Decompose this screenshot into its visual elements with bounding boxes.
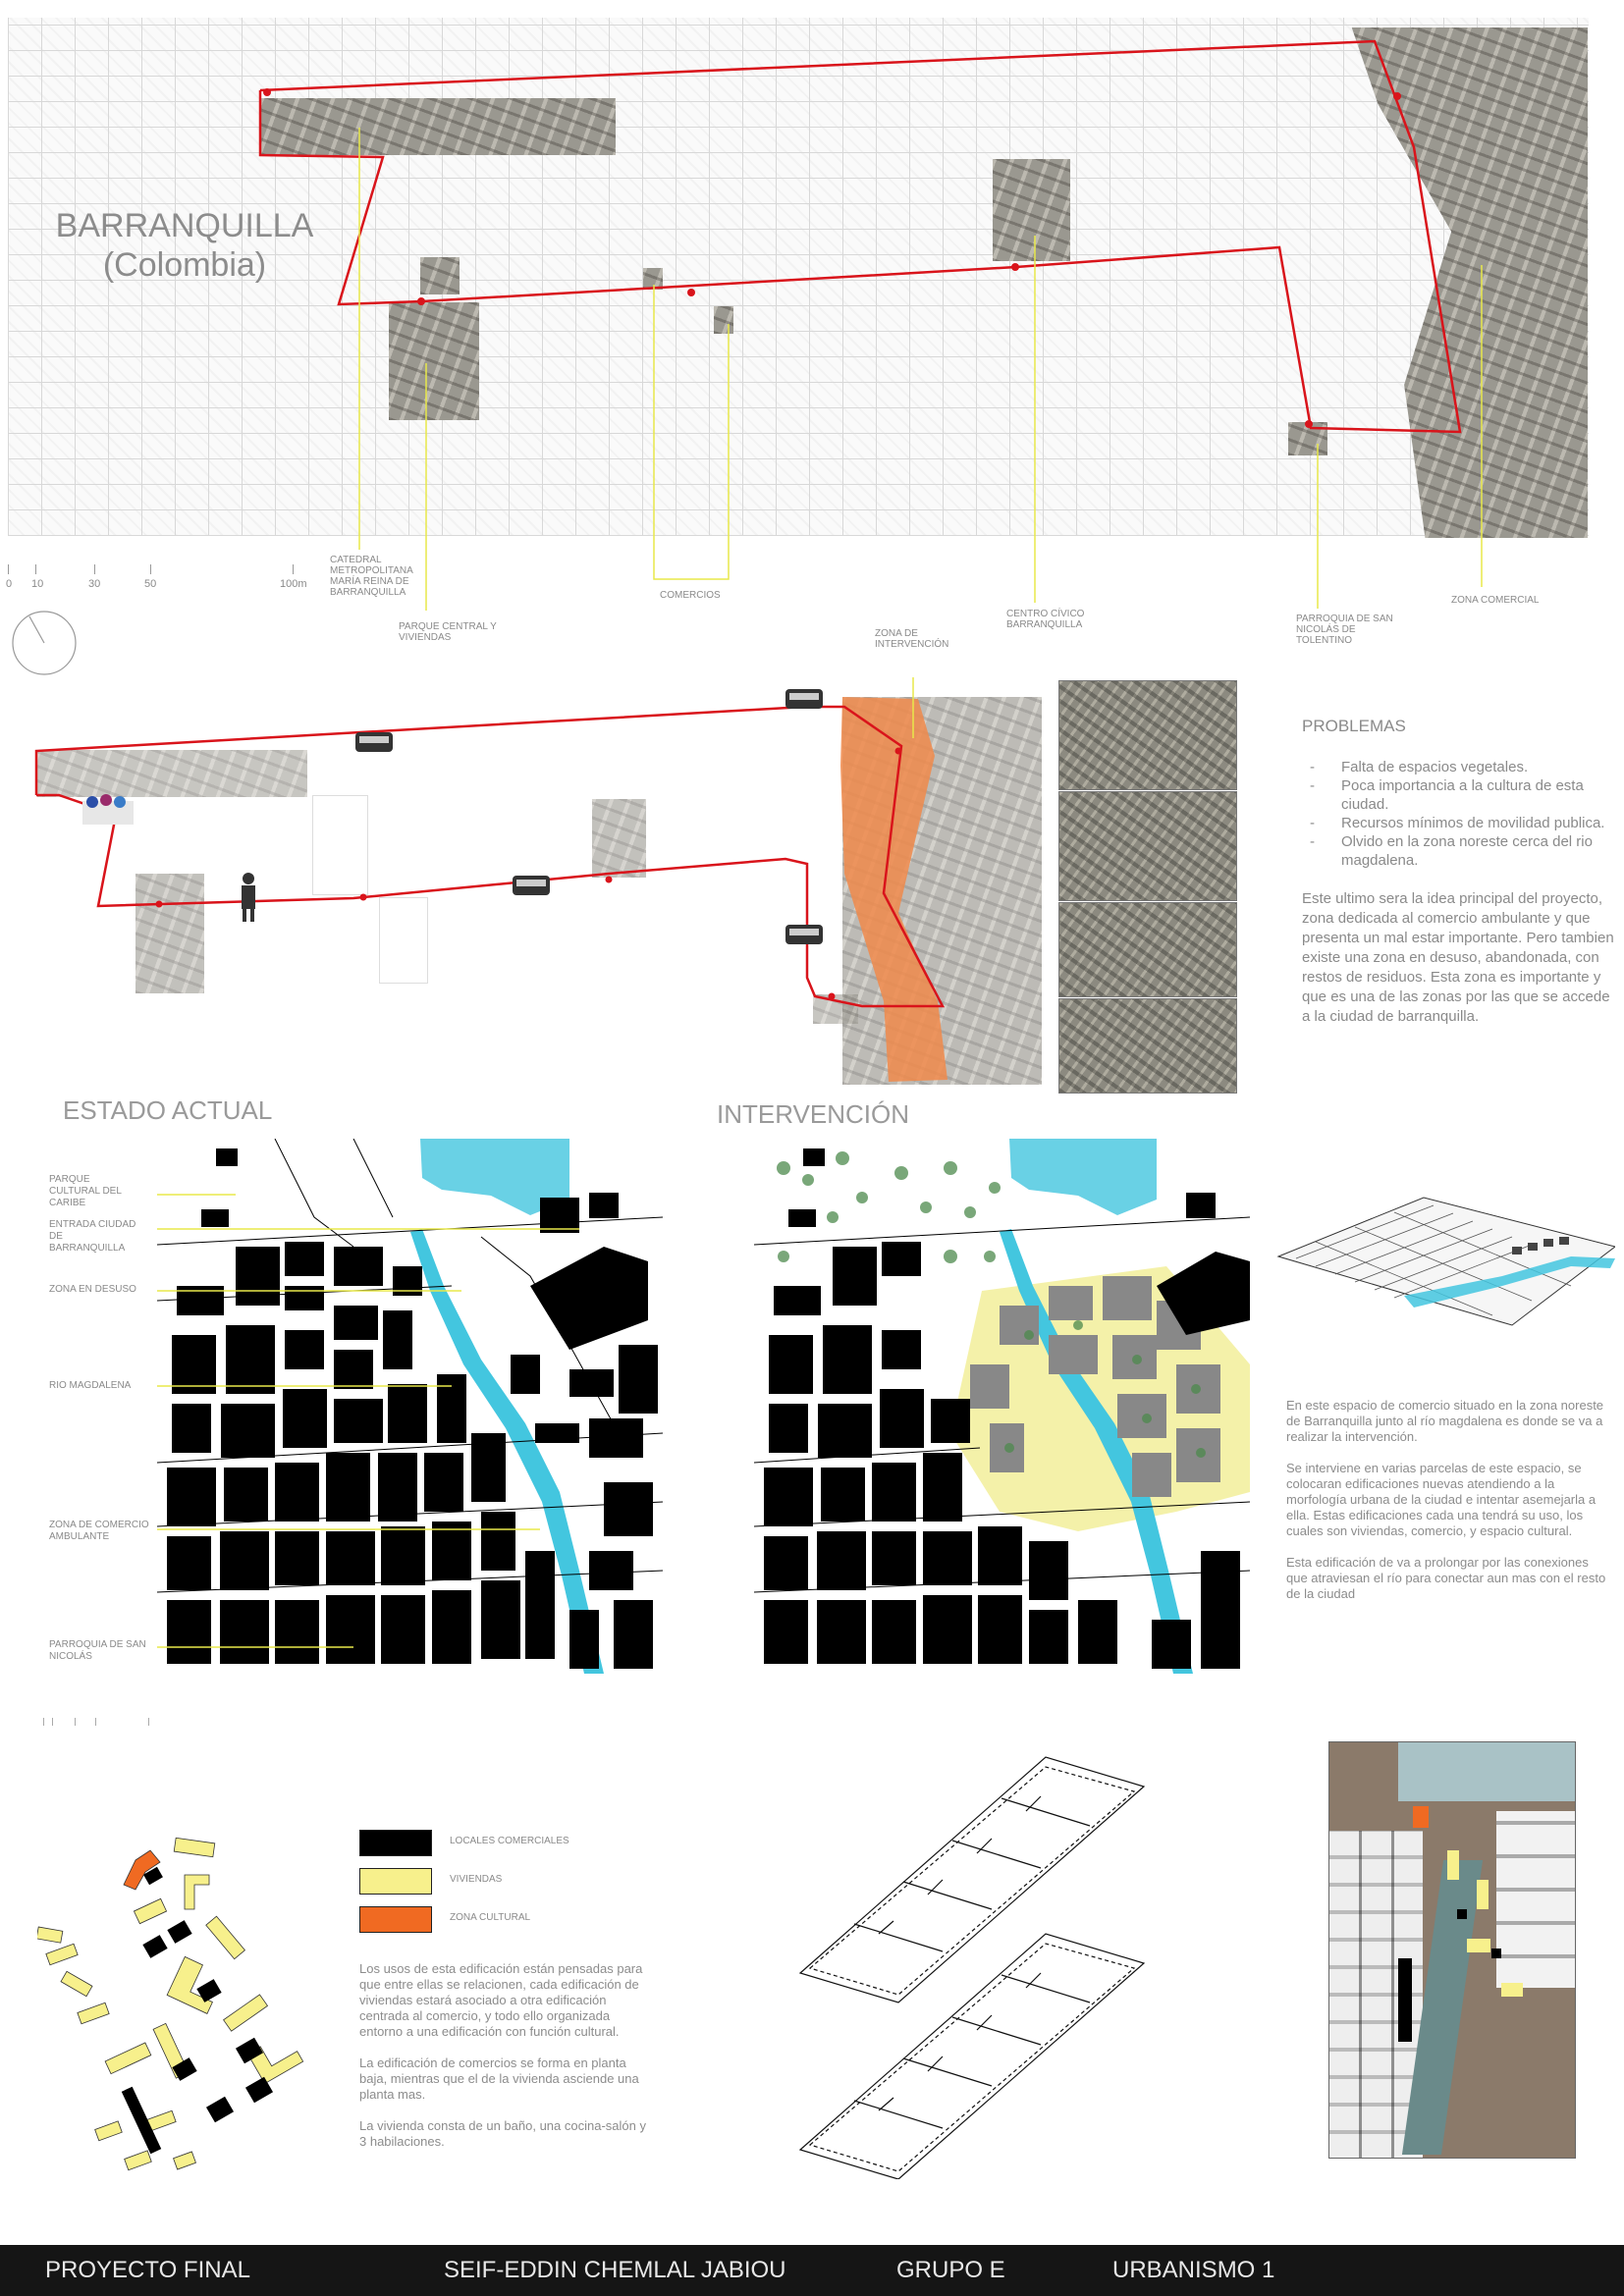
photo-market-umbrellas [1058,998,1237,1094]
uses-text [359,1961,646,2165]
legend-swatch-housing [359,1868,432,1895]
route-stop [417,297,425,305]
list-item: - Recursos mínimos de movilidad publica. [1302,814,1616,832]
footer-author: SEIF-EDDIN CHEMLAL JABIOU [444,2257,786,2283]
intervention-zone [840,697,947,1082]
list-item: - Olvido en la zona noreste cerca del rio magdalena. [1302,832,1616,870]
list-item: - Poca importancia a la cultura de esta ciudad. [1302,776,1616,814]
callout-church: PARROQUIA DE SAN NICOLÁS DE TOLENTINO [1296,614,1393,646]
uses-paragraph: La edificación de comercios se forma en planta baja, mientras que el de la vivienda asciende una planta mas. [359,2056,639,2102]
problems-panel [1302,717,1616,1027]
description-paragraph: Se interviene en varias parcelas de este espacio, se colocaran edificaciones nuevas atendiendo a la morfología urbana de la ciudad e intentar asemejarla a ella. Estas edificaciones cada una tendrá su uso, los cuales son viviendas, comercio, y espacio cultural. [1286,1461,1597,1538]
label-parque-cultural: PARQUE CULTURAL DEL CARIBE [49,1174,122,1208]
label-parroquia: PARROQUIA DE SAN NICOLÁS [49,1639,146,1662]
country-name: (Colombia) [102,246,267,284]
legend-label-commercial: LOCALES COMERCIALES [450,1836,569,1846]
description-paragraph: Esta edificación de va a prolongar por las conexiones que atraviesan el río para conectar aun mas con el resto de la ciudad [1286,1555,1606,1601]
footer-group: GRUPO E [896,2257,1005,2283]
photo-market-stalls [1058,902,1237,997]
scale-tick: 0 [6,578,13,590]
north-arrow-icon [10,609,79,677]
scale-tick: 10 [31,578,44,590]
intervencion-map [754,1139,1250,1674]
callout-civic-center: CENTRO CÍVICO BARRANQUILLA [1006,609,1085,630]
people-group-icon [82,794,134,825]
route-line [260,41,1460,432]
legend-swatch-commercial [359,1830,432,1856]
label-zona-desuso: ZONA EN DESUSO [49,1284,136,1295]
route-stop [1393,92,1401,100]
bus-icon [785,689,823,709]
description-paragraph: En este espacio de comercio situado en la zona noreste de Barranquilla junto al río magdalena es donde se va a realizar la intervención. [1286,1398,1604,1444]
uses-paragraph: Los usos de esta edificación están pensadas para que entre ellas se relacionen, cada edificación de viviendas estará asociado a otra edificación centrada al comercio, y todo ello organizada entorno a una edificación con función cultural. [359,1961,643,2039]
bus-icon [513,876,550,895]
label-entrada-ciudad: ENTRADA CIUDAD DE BARRANQUILLA [49,1219,136,1254]
legend-swatch-cultural [359,1906,432,1933]
city-title [37,206,332,285]
intervencion-heading: INTERVENCIÓN [717,1099,909,1129]
photo-waste-lot [1058,680,1237,790]
callout-park: PARQUE CENTRAL Y VIVIENDAS [399,621,497,643]
scale-tick: 50 [144,578,157,590]
label-comercio-ambulante: ZONA DE COMERCIO AMBULANTE [49,1520,149,1542]
list-item: - Falta de espacios vegetales. [1302,758,1616,776]
scale-tick: 30 [88,578,101,590]
intervention-label: ZONA DE INTERVENCIÓN [875,628,949,650]
problems-heading: PROBLEMAS [1302,717,1406,735]
route-stop [687,289,695,296]
small-scale-bar [43,1718,171,1737]
callout-comercios: COMERCIOS [660,590,721,601]
footer-project: PROYECTO FINAL [45,2257,250,2283]
pedestrian-icon [242,873,255,922]
axonometric-sketch [1276,1188,1615,1335]
estado-actual-heading: ESTADO ACTUAL [63,1095,273,1125]
callout-commercial-zone: ZONA COMERCIAL [1451,595,1540,606]
scale-bar [8,564,322,594]
legend-label-housing: VIVIENDAS [450,1874,503,1885]
city-name: BARRANQUILLA [55,207,314,244]
footer-bar [0,2245,1624,2296]
label-rio-magdalena: RIO MAGDALENA [49,1380,132,1391]
callout-line [654,285,729,579]
estado-actual-map [157,1139,663,1674]
route-diagram [0,677,1060,1090]
route-stop [1011,263,1019,271]
callout-cathedral: CATEDRAL METROPOLITANA MARÍA REINA DE BARRANQUILLA [330,555,413,598]
problems-list [1302,758,1616,870]
photo-market-street [1058,791,1237,901]
uses-diagram [37,1831,332,2194]
footer-course: URBANISMO 1 [1112,2257,1275,2283]
scale-tick: 100m [280,578,307,590]
uses-paragraph: La vivienda consta de un baño, una cocina-salón y 3 habilaciones. [359,2118,646,2149]
route-stop [263,88,271,96]
bus-icon [355,732,393,752]
floor-plans [795,1737,1149,2179]
description-text [1286,1398,1610,1618]
problems-paragraph: Este ultimo sera la idea principal del proyecto, zona dedicada al comercio ambulante y que presenta un mal estar importante. Pero tambien existe una zona en desuso, abandonada, con restos de residuos. Esta zona es importante y que es una de las zonas por las que se accede a la ciudad de barranquilla. [1302,890,1614,1025]
route-line [36,707,943,1006]
bus-icon [785,925,823,944]
route-stop [1305,420,1313,428]
model-photo [1328,1741,1576,2159]
legend-label-cultural: ZONA CULTURAL [450,1912,531,1923]
